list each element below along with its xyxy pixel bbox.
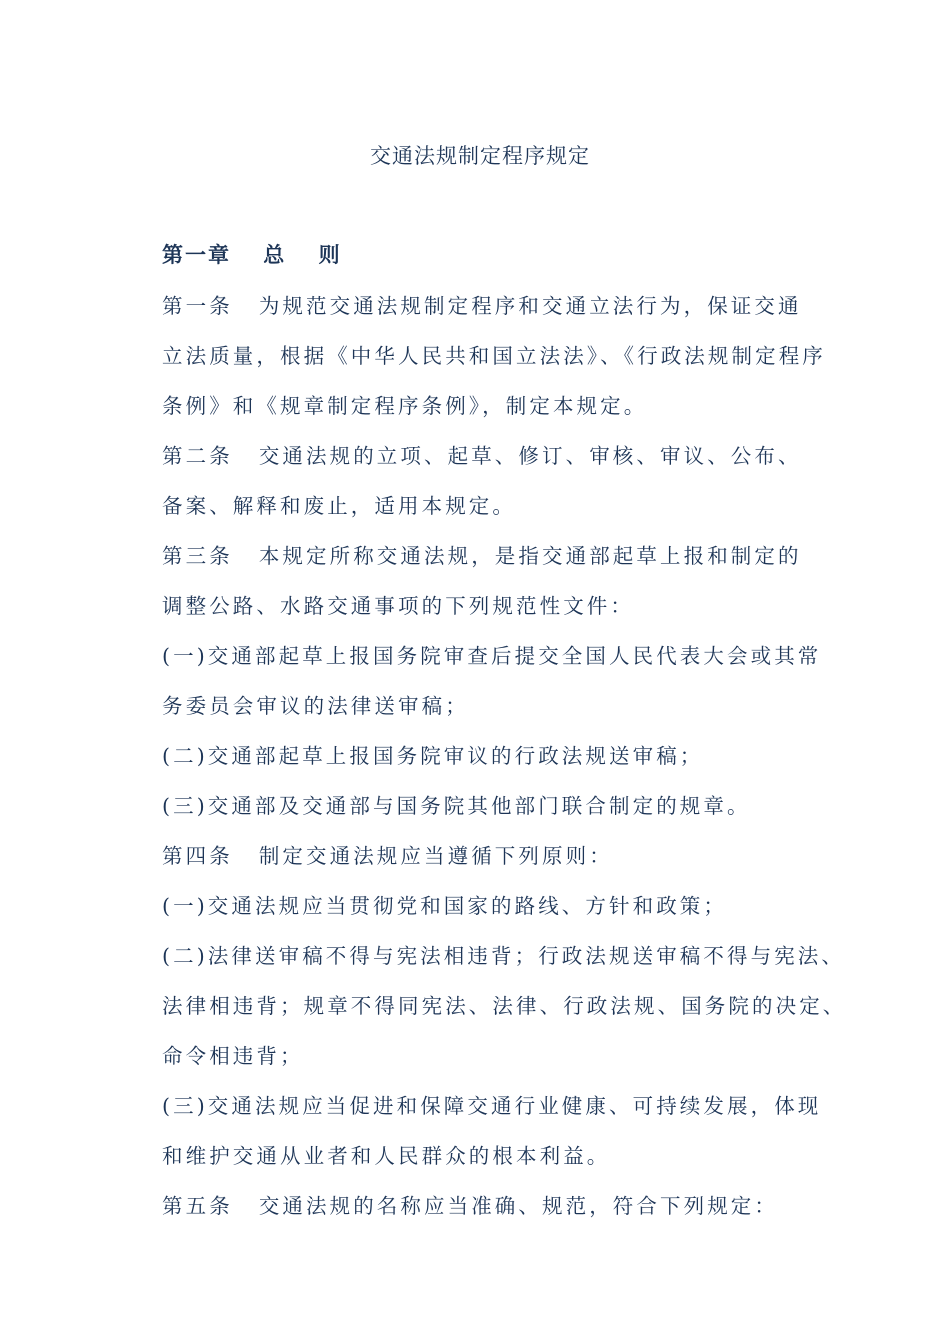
list-item [128,781,848,831]
article-text-line: 立法质量，根据《中华人民共和国立法法》、《行政法规制定程序 [162,344,826,368]
list-item-text-line: (一)交通部起草上报国务院审查后提交全国人民代表大会或其常 [162,644,822,668]
list-item-text-line: 命令相违背； [162,1044,304,1068]
list-item-text-line: (二)交通部起草上报国务院审议的行政法规送审稿； [162,744,704,768]
list-item-text-line: 务委员会审议的法律送审稿； [162,694,469,718]
list-item [128,881,848,931]
article-label: 第四条 [162,844,233,868]
article-5 [128,1181,848,1231]
list-item-text-line: (三)交通部及交通部与国务院其他部门联合制定的规章。 [162,794,751,818]
article-text-line: 调整公路、水路交通事项的下列规范性文件： [162,594,634,618]
article-3 [128,531,848,631]
article-text-line: 为规范交通法规制定程序和交通立法行为，保证交通 [258,294,802,318]
article-label: 第一条 [162,294,233,318]
list-item-text-line: 和维护交通从业者和人民群众的根本利益。 [162,1144,611,1168]
article-text-line: 本规定所称交通法规，是指交通部起草上报和制定的 [258,544,802,568]
article-text-line: 制定交通法规应当遵循下列原则： [258,844,613,868]
article-text-line: 交通法规的名称应当准确、规范，符合下列规定： [258,1194,779,1218]
list-item [128,931,848,1081]
list-item [128,1081,848,1181]
list-item [128,631,848,731]
list-item-text-line: (三)交通法规应当促进和保障交通行业健康、可持续发展，体现 [162,1094,822,1118]
article-label: 第三条 [162,544,233,568]
article-text-line: 条例》和《规章制定程序条例》，制定本规定。 [162,394,648,418]
list-item-text-line: (一)交通法规应当贯彻党和国家的路线、方针和政策； [162,894,727,918]
chapter-heading: 第一章 总 则 [162,242,342,267]
article-text-line: 交通法规的立项、起草、修订、审核、审议、公布、 [258,444,802,468]
article-4 [128,831,848,881]
list-item-text-line: 法律相违背；规章不得同宪法、法律、行政法规、国务院的决定、 [162,994,847,1018]
article-label: 第二条 [162,444,233,468]
article-2 [128,431,848,531]
article-1 [128,281,848,431]
list-item [128,731,848,781]
list-item-text-line: (二)法律送审稿不得与宪法相违背；行政法规送审稿不得与宪法、 [162,944,845,968]
document-title: 交通法规制定程序规定 [370,144,590,168]
document-body [128,281,848,1231]
article-text-line: 备案、解释和废止，适用本规定。 [162,494,516,518]
article-label: 第五条 [162,1194,233,1218]
